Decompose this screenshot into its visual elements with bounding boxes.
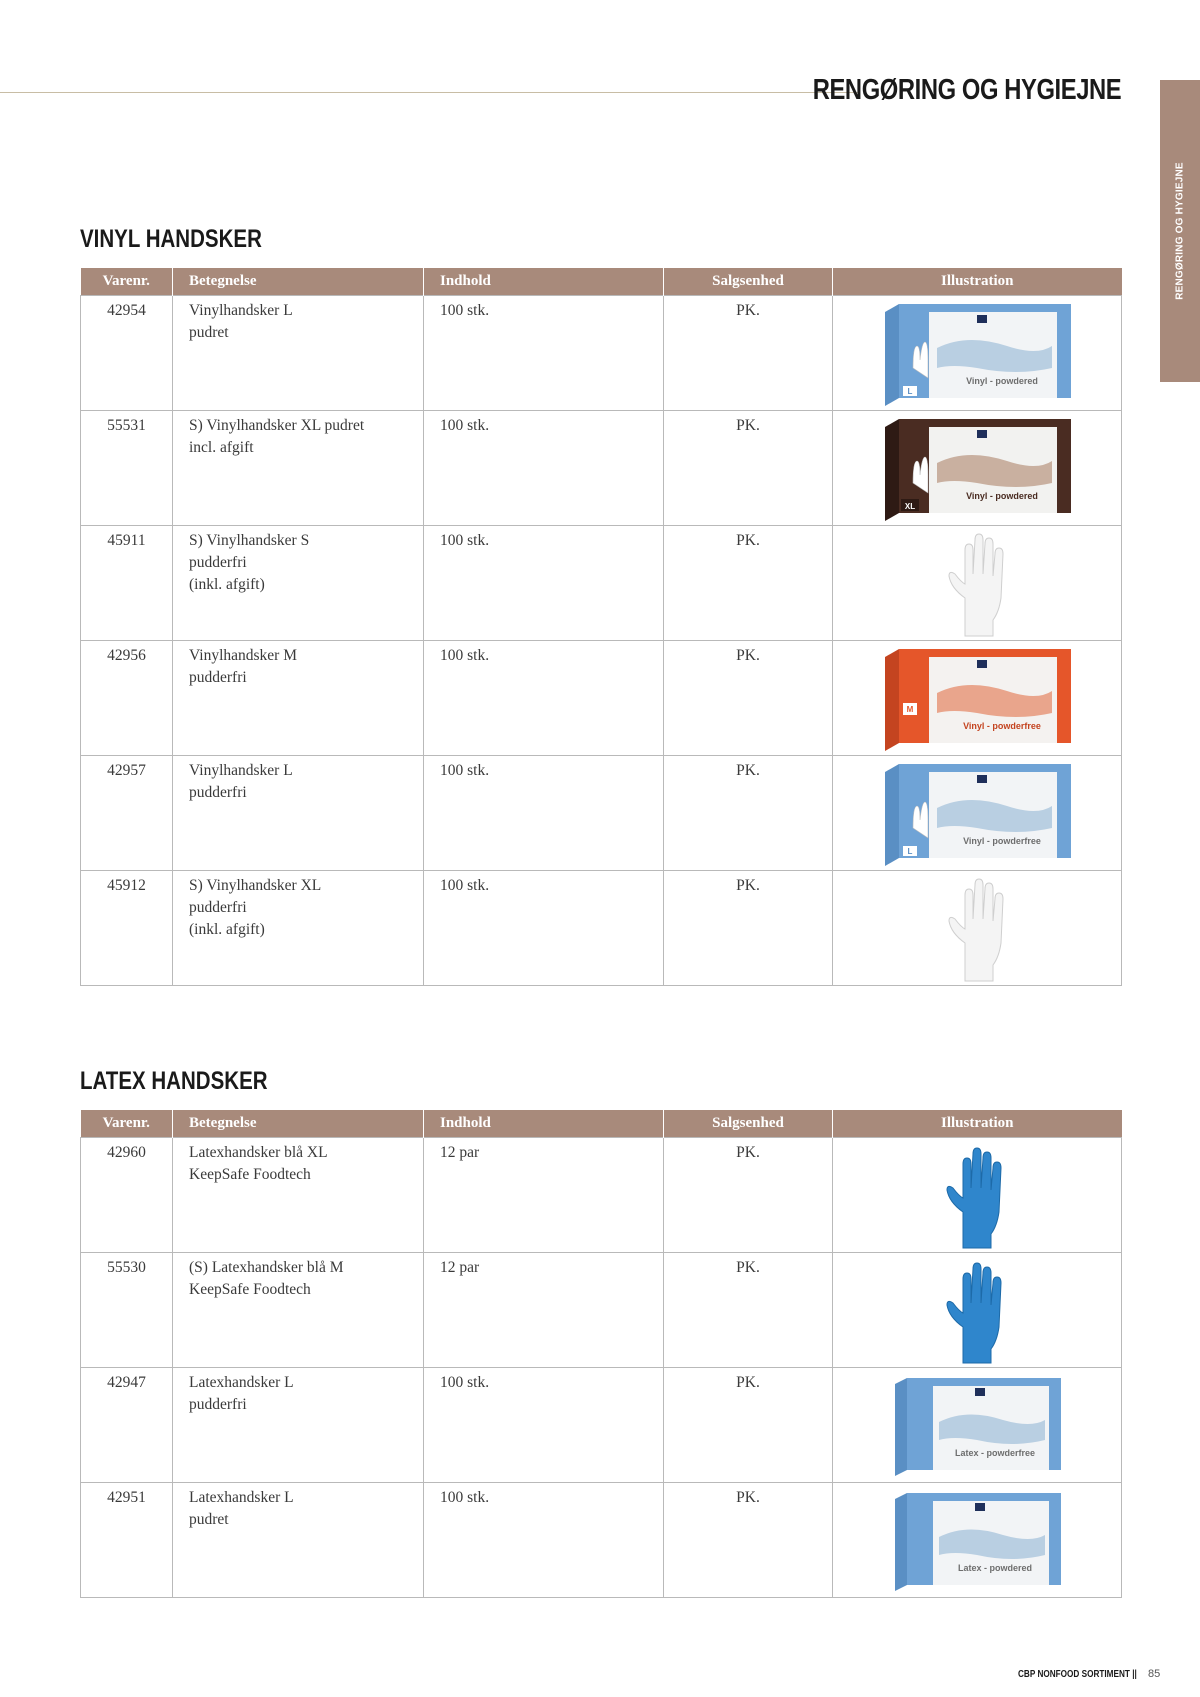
item-unit: PK. <box>664 1483 833 1598</box>
svg-text:Vinyl - powderfree: Vinyl - powderfree <box>963 721 1041 731</box>
item-content: 100 stk. <box>424 1483 664 1598</box>
section-title-vinyl: VINYL HANDSKER <box>80 225 262 253</box>
vinyl-table <box>80 268 1122 986</box>
side-tab <box>1160 80 1200 382</box>
section-title-latex: LATEX HANDSKER <box>80 1067 268 1095</box>
table-row <box>81 641 1122 756</box>
page-number: 85 <box>1148 1668 1161 1680</box>
item-name: (S) Latexhandsker blå M KeepSafe Foodtech <box>173 1253 424 1368</box>
col-header-unit: Salgsenhed <box>664 268 833 296</box>
item-number: 55530 <box>81 1253 173 1368</box>
latex-box-image <box>887 1370 1067 1480</box>
table-row <box>81 871 1122 986</box>
item-name: Latexhandsker L pudret <box>173 1483 424 1598</box>
page-title: RENGØRING OG HYGIEJNE <box>812 74 1121 106</box>
table-row <box>81 1253 1122 1368</box>
product-illustration <box>833 871 1122 986</box>
item-number: 42954 <box>81 296 173 411</box>
item-name: S) Vinylhandsker S pudderfri (inkl. afgift) <box>173 526 424 641</box>
item-unit: PK. <box>664 1138 833 1253</box>
item-name: Latexhandsker L pudderfri <box>173 1368 424 1483</box>
item-content: 100 stk. <box>424 871 664 986</box>
blue-glove-image <box>937 1140 1017 1250</box>
col-header-name: Betegnelse <box>173 1110 424 1138</box>
product-illustration <box>833 1483 1122 1598</box>
table-row <box>81 756 1122 871</box>
white-glove-image <box>937 528 1017 638</box>
table-row <box>81 1368 1122 1483</box>
table-header-row <box>81 1110 1122 1138</box>
side-tab-label: RENGØRING OG HYGIEJNE <box>1174 162 1186 300</box>
svg-text:L: L <box>907 847 913 856</box>
item-name: Vinylhandsker M pudderfri <box>173 641 424 756</box>
latex-box-image <box>887 1485 1067 1595</box>
col-header-illustration: Illustration <box>833 268 1122 296</box>
item-unit: PK. <box>664 411 833 526</box>
product-illustration <box>833 756 1122 871</box>
item-name: Vinylhandsker L pudret <box>173 296 424 411</box>
svg-text:M: M <box>906 705 914 714</box>
item-content: 100 stk. <box>424 1368 664 1483</box>
glove-box-blue-image <box>877 298 1077 408</box>
item-name: S) Vinylhandsker XL pudderfri (inkl. afgift) <box>173 871 424 986</box>
header-rule <box>0 92 860 93</box>
item-name: Latexhandsker blå XL KeepSafe Foodtech <box>173 1138 424 1253</box>
col-header-name: Betegnelse <box>173 268 424 296</box>
glove-box-orange-image <box>877 643 1077 753</box>
item-content: 100 stk. <box>424 411 664 526</box>
table-row <box>81 1138 1122 1253</box>
col-header-nr: Varenr. <box>81 1110 173 1138</box>
item-number: 42956 <box>81 641 173 756</box>
footer-brand: CBP NONFOOD SORTIMENT || <box>1018 1669 1137 1680</box>
table-row <box>81 1483 1122 1598</box>
col-header-nr: Varenr. <box>81 268 173 296</box>
item-number: 45912 <box>81 871 173 986</box>
item-unit: PK. <box>664 756 833 871</box>
item-number: 55531 <box>81 411 173 526</box>
white-glove-image <box>937 873 1017 983</box>
col-header-unit: Salgsenhed <box>664 1110 833 1138</box>
col-header-content: Indhold <box>424 1110 664 1138</box>
svg-text:Latex - powdered: Latex - powdered <box>957 1563 1033 1573</box>
item-number: 45911 <box>81 526 173 641</box>
svg-text:Vinyl - powdered: Vinyl - powdered <box>966 491 1038 501</box>
product-illustration <box>833 296 1122 411</box>
table-row <box>81 296 1122 411</box>
item-unit: PK. <box>664 871 833 986</box>
product-illustration <box>833 1253 1122 1368</box>
table-header-row <box>81 268 1122 296</box>
item-name: Vinylhandsker L pudderfri <box>173 756 424 871</box>
item-content: 12 par <box>424 1138 664 1253</box>
blue-glove-image <box>937 1255 1017 1365</box>
item-name: S) Vinylhandsker XL pudret incl. afgift <box>173 411 424 526</box>
product-illustration <box>833 1138 1122 1253</box>
latex-table <box>80 1110 1122 1598</box>
col-header-content: Indhold <box>424 268 664 296</box>
item-unit: PK. <box>664 1368 833 1483</box>
item-number: 42957 <box>81 756 173 871</box>
item-number: 42947 <box>81 1368 173 1483</box>
product-illustration <box>833 1368 1122 1483</box>
svg-text:XL: XL <box>904 502 916 511</box>
item-unit: PK. <box>664 526 833 641</box>
table-row <box>81 411 1122 526</box>
product-illustration <box>833 641 1122 756</box>
item-unit: PK. <box>664 641 833 756</box>
item-unit: PK. <box>664 1253 833 1368</box>
item-content: 100 stk. <box>424 756 664 871</box>
svg-text:Vinyl - powdered: Vinyl - powdered <box>966 376 1038 386</box>
item-content: 100 stk. <box>424 641 664 756</box>
glove-box-blue-image <box>877 758 1077 868</box>
table-row <box>81 526 1122 641</box>
item-number: 42960 <box>81 1138 173 1253</box>
item-content: 100 stk. <box>424 526 664 641</box>
product-illustration <box>833 411 1122 526</box>
svg-text:L: L <box>907 387 913 396</box>
col-header-illustration: Illustration <box>833 1110 1122 1138</box>
item-number: 42951 <box>81 1483 173 1598</box>
product-illustration <box>833 526 1122 641</box>
item-unit: PK. <box>664 296 833 411</box>
svg-text:Vinyl - powderfree: Vinyl - powderfree <box>963 836 1041 846</box>
item-content: 12 par <box>424 1253 664 1368</box>
item-content: 100 stk. <box>424 296 664 411</box>
glove-box-brown-image <box>877 413 1077 523</box>
svg-text:Latex - powderfree: Latex - powderfree <box>954 1448 1036 1458</box>
